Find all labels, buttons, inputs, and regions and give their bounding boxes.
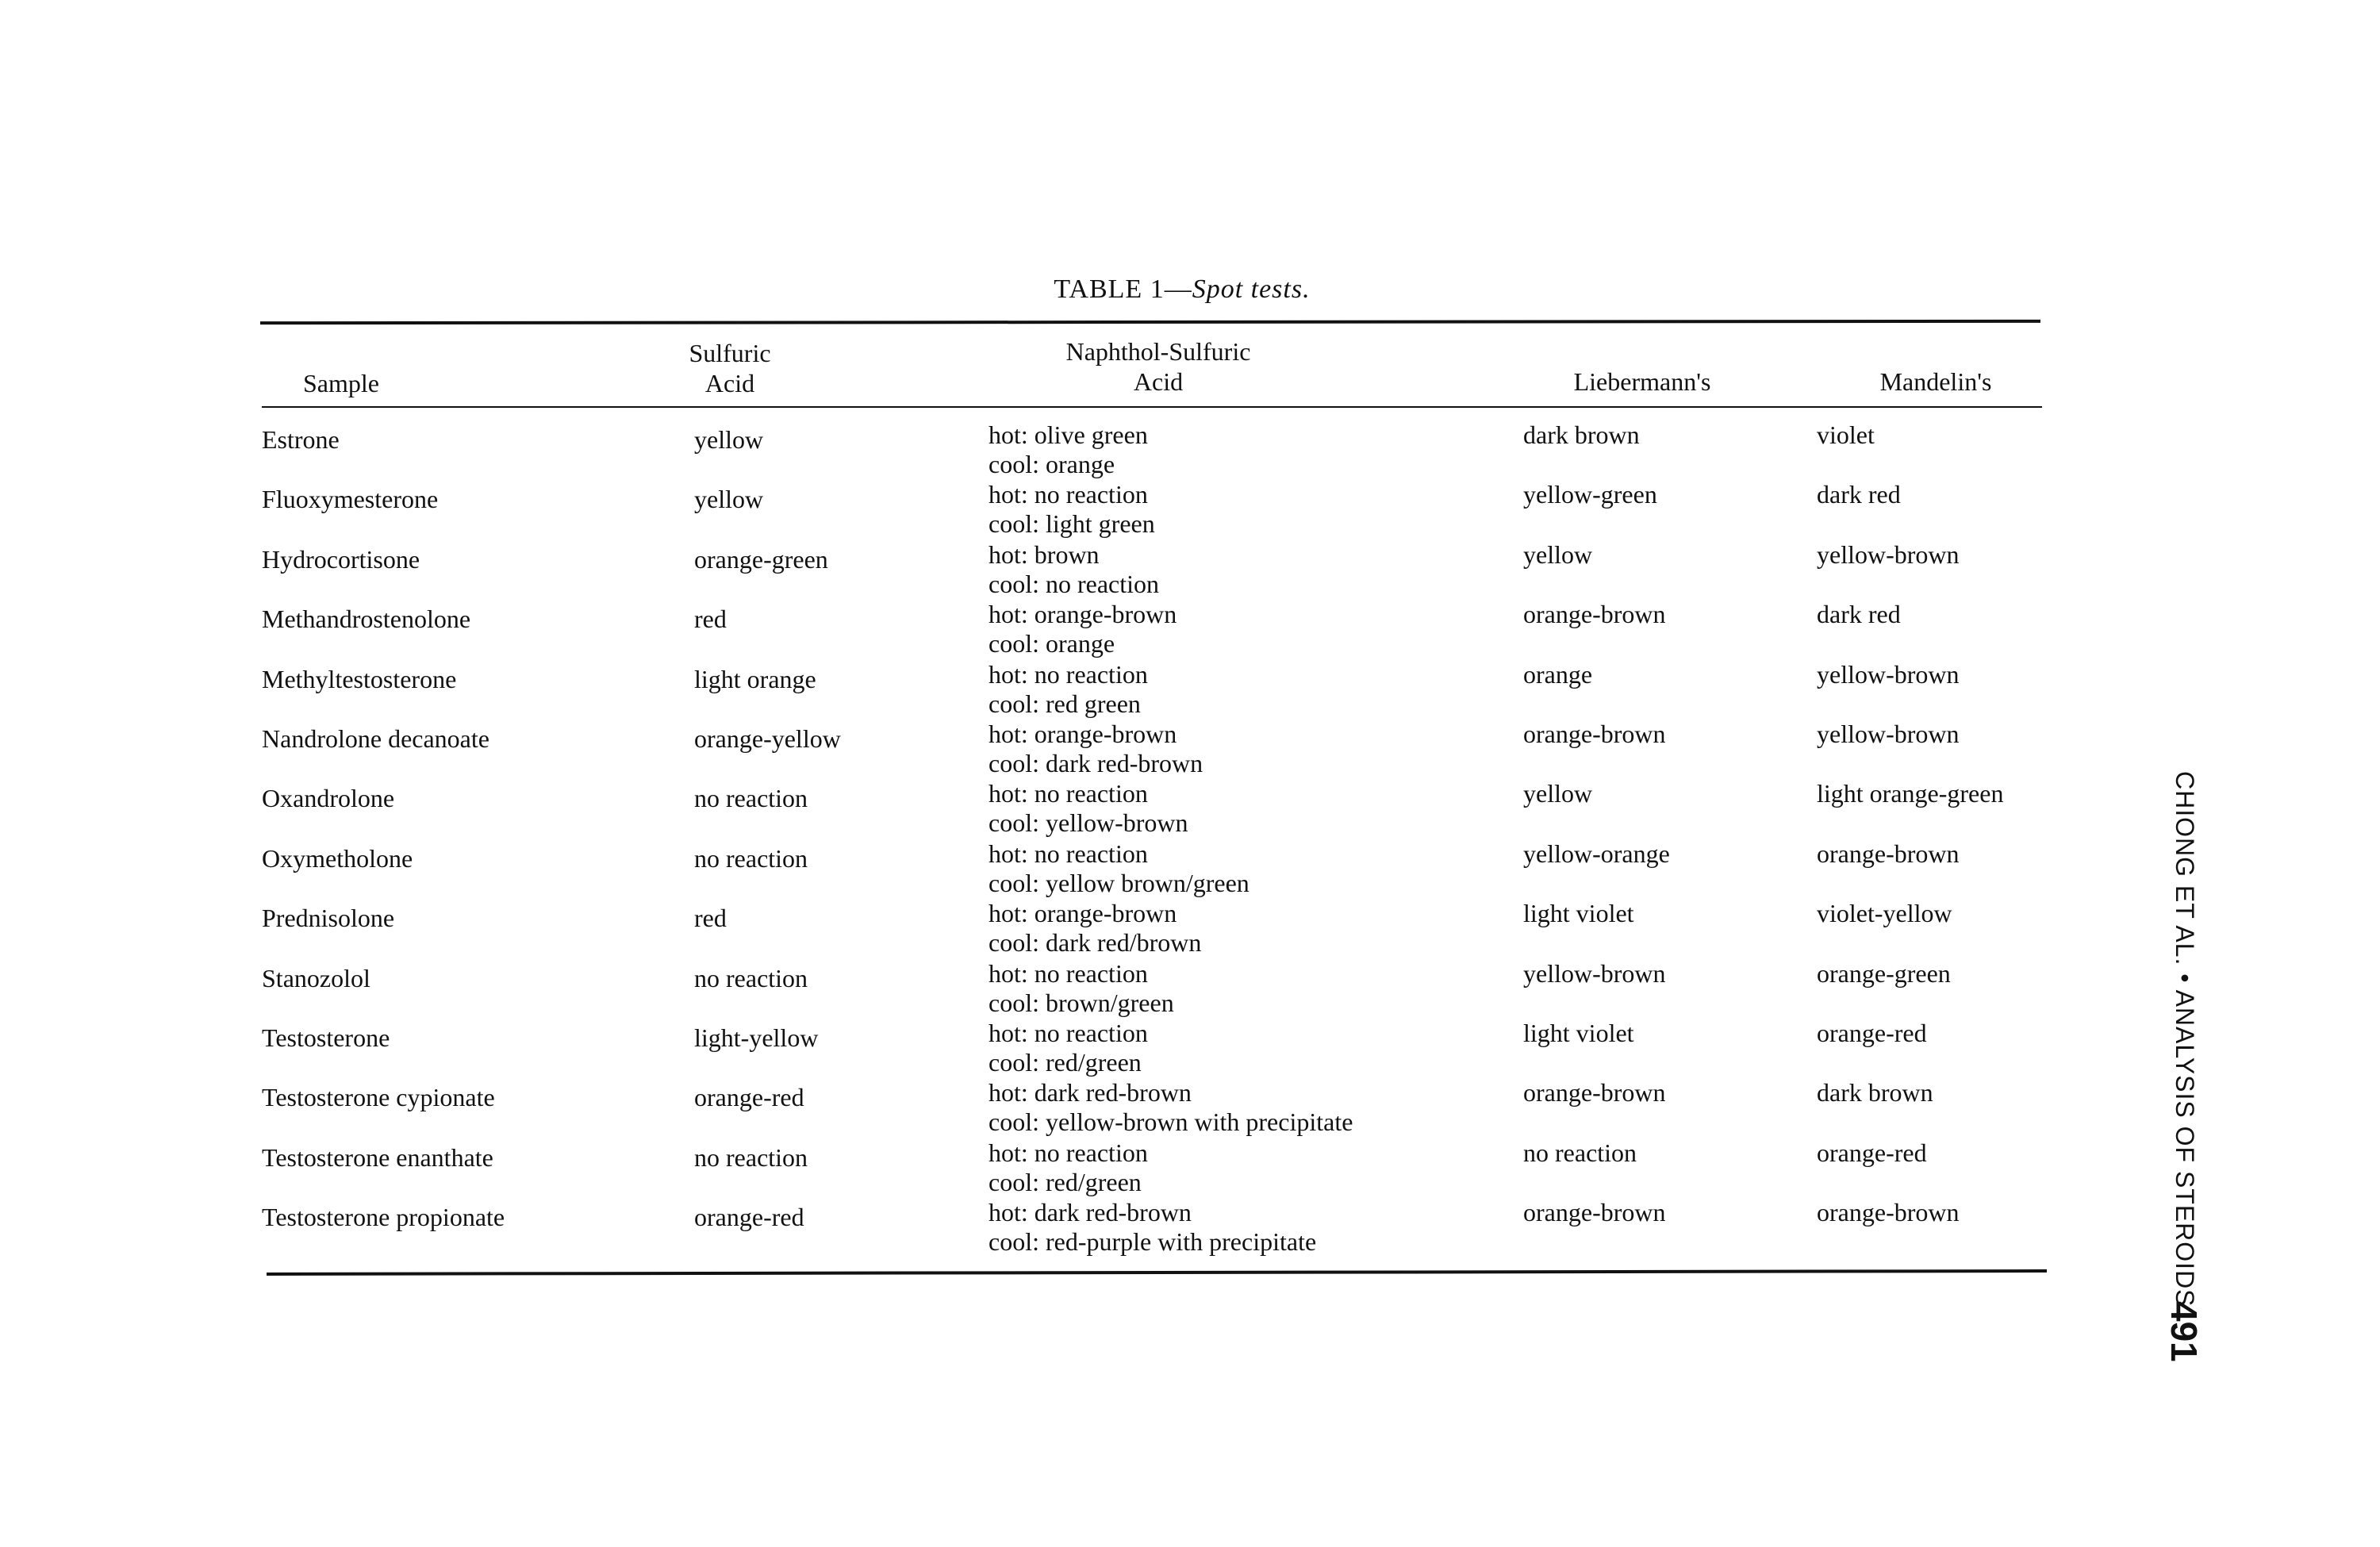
running-head-text: CHIONG ET AL. • ANALYSIS OF STEROIDS — [2171, 771, 2199, 1307]
cell-sulfuric-acid: orange-yellow — [694, 724, 841, 753]
cell-liebermann: yellow-brown — [1523, 958, 1666, 988]
cell-naphthol-sulfuric-acid — [988, 899, 1201, 958]
cell-sulfuric-acid: red — [694, 904, 727, 933]
cell-naphthol-sulfuric-acid — [988, 779, 1188, 838]
cell-naphthol-sulfuric-acid — [988, 660, 1148, 719]
cell-naphthol-hot: hot: no reaction — [988, 480, 1148, 509]
cell-liebermann: dark brown — [1523, 420, 1640, 449]
table-row — [262, 839, 2055, 899]
cell-sulfuric-acid: no reaction — [694, 843, 808, 873]
cell-sample: Testosterone enanthate — [262, 1142, 493, 1172]
cell-naphthol-sulfuric-acid — [988, 720, 1203, 778]
table-row — [262, 600, 2055, 659]
header-sample — [262, 368, 420, 398]
header-naphthol-line1: Naphthol-Sulfuric — [1065, 337, 1251, 366]
cell-sample: Oxymetholone — [262, 843, 413, 873]
cell-naphthol-cool: cool: red-purple with precipitate — [988, 1227, 1317, 1257]
cell-sulfuric-acid: no reaction — [694, 1142, 808, 1172]
cell-naphthol-cool: cool: light green — [988, 509, 1155, 539]
cell-naphthol-cool: cool: dark red/brown — [988, 928, 1202, 958]
cell-sulfuric-acid: orange-red — [694, 1083, 804, 1112]
cell-mandelin: yellow-brown — [1817, 659, 1960, 689]
header-sulfuric-acid — [658, 338, 801, 398]
cell-naphthol-cool: cool: red green — [988, 689, 1141, 718]
header-mandelin-label: Mandelin's — [1879, 367, 1992, 396]
cell-naphthol-cool: cool: dark red-brown — [988, 749, 1203, 777]
cell-sample: Fluoxymesterone — [262, 485, 439, 514]
cell-liebermann: orange — [1523, 659, 1593, 689]
cell-naphthol-sulfuric-acid — [988, 600, 1177, 658]
header-liebermann-label: Liebermann's — [1573, 367, 1711, 396]
header-sulfuric-line1: Sulfuric — [689, 339, 771, 367]
cell-naphthol-hot: hot: orange-brown — [988, 600, 1177, 629]
cell-mandelin: dark brown — [1817, 1078, 1933, 1107]
page-number-text: 491 — [2163, 1301, 2205, 1362]
cell-naphthol-cool: cool: yellow-brown with precipitate — [988, 1107, 1353, 1137]
cell-sample: Methyltestosterone — [262, 664, 457, 693]
cell-liebermann: orange-brown — [1523, 1078, 1666, 1107]
cell-sample: Oxandrolone — [262, 784, 395, 813]
cell-naphthol-sulfuric-acid — [988, 1198, 1316, 1257]
cell-naphthol-cool: cool: red/green — [988, 1048, 1142, 1077]
cell-mandelin: dark red — [1817, 480, 1901, 509]
table-row — [262, 779, 2055, 839]
cell-sample: Methandrostenolone — [262, 605, 471, 634]
table-row — [262, 720, 2055, 779]
cell-liebermann: orange-brown — [1523, 1198, 1666, 1227]
cell-mandelin: orange-brown — [1817, 1198, 1960, 1227]
table-row — [262, 1198, 2055, 1257]
table-caption-title: Spot tests. — [1192, 274, 1311, 304]
cell-naphthol-cool: cool: brown/green — [988, 988, 1174, 1017]
cell-naphthol-hot: hot: no reaction — [988, 839, 1148, 868]
table-bottom-rule — [267, 1269, 2047, 1276]
cell-liebermann: no reaction — [1523, 1138, 1637, 1167]
cell-naphthol-sulfuric-acid — [988, 1019, 1148, 1077]
cell-naphthol-sulfuric-acid — [988, 839, 1250, 898]
cell-naphthol-sulfuric-acid — [988, 959, 1174, 1018]
cell-liebermann: light violet — [1523, 899, 1634, 928]
cell-mandelin: violet — [1817, 420, 1875, 449]
table-row — [262, 420, 2055, 480]
cell-sulfuric-acid: light orange — [694, 664, 816, 693]
cell-sulfuric-acid: red — [694, 605, 727, 634]
cell-naphthol-hot: hot: no reaction — [988, 1138, 1148, 1167]
cell-naphthol-hot: hot: orange-brown — [988, 899, 1177, 928]
cell-mandelin: yellow-brown — [1817, 539, 1960, 569]
cell-naphthol-sulfuric-acid — [988, 1138, 1148, 1197]
header-naphthol-sulfuric-acid — [992, 336, 1325, 397]
table-row — [262, 1138, 2055, 1198]
cell-naphthol-cool: cool: no reaction — [988, 569, 1160, 598]
cell-mandelin: orange-red — [1817, 1138, 1927, 1167]
table-header-rule — [262, 406, 2042, 408]
cell-mandelin: orange-green — [1817, 958, 1951, 988]
cell-naphthol-hot: hot: no reaction — [988, 1019, 1148, 1047]
cell-liebermann: light violet — [1523, 1019, 1634, 1047]
cell-mandelin: yellow-brown — [1817, 720, 1960, 748]
table-row — [262, 540, 2055, 600]
cell-sample: Hydrocortisone — [262, 544, 420, 574]
cell-sample: Nandrolone decanoate — [262, 724, 489, 753]
cell-naphthol-hot: hot: no reaction — [988, 779, 1148, 808]
cell-sulfuric-acid: orange-green — [694, 544, 828, 574]
cell-naphthol-sulfuric-acid — [988, 1078, 1353, 1137]
cell-naphthol-hot: hot: olive green — [988, 420, 1148, 449]
cell-liebermann: orange-brown — [1523, 720, 1666, 748]
header-naphthol-line2: Acid — [1133, 367, 1184, 396]
cell-naphthol-hot: hot: dark red-brown — [988, 1198, 1192, 1227]
table-row — [262, 660, 2055, 720]
cell-mandelin: light orange-green — [1817, 779, 2004, 808]
cell-naphthol-cool: cool: orange — [988, 450, 1115, 478]
cell-naphthol-cool: cool: yellow-brown — [988, 808, 1188, 838]
table-caption — [0, 274, 2364, 305]
cell-naphthol-cool: cool: red/green — [988, 1167, 1142, 1196]
cell-sulfuric-acid: no reaction — [694, 963, 808, 992]
cell-mandelin: dark red — [1817, 600, 1901, 629]
cell-sulfuric-acid: yellow — [694, 485, 764, 514]
cell-sulfuric-acid: orange-red — [694, 1203, 804, 1232]
header-liebermann — [1484, 367, 1801, 397]
cell-liebermann: yellow-green — [1523, 480, 1657, 509]
cell-naphthol-cool: cool: yellow brown/green — [988, 868, 1250, 897]
table-top-rule — [260, 320, 2040, 324]
cell-sample: Testosterone — [262, 1023, 390, 1052]
cell-mandelin: orange-brown — [1817, 839, 1960, 868]
table-row — [262, 1019, 2055, 1078]
cell-naphthol-sulfuric-acid — [988, 540, 1159, 599]
table-row — [262, 959, 2055, 1019]
cell-sulfuric-acid: light-yellow — [694, 1023, 819, 1052]
cell-liebermann: yellow — [1523, 779, 1593, 808]
cell-sulfuric-acid: yellow — [694, 425, 764, 454]
cell-naphthol-hot: hot: dark red-brown — [988, 1078, 1192, 1107]
cell-sample: Estrone — [262, 425, 340, 454]
cell-naphthol-sulfuric-acid — [988, 480, 1155, 539]
cell-naphthol-hot: hot: brown — [988, 539, 1100, 569]
header-mandelin — [1785, 367, 2086, 397]
cell-liebermann: yellow-orange — [1523, 839, 1670, 868]
cell-naphthol-hot: hot: orange-brown — [988, 720, 1177, 748]
cell-naphthol-hot: hot: no reaction — [988, 958, 1148, 988]
cell-sample: Testosterone cypionate — [262, 1083, 495, 1112]
table-row — [262, 1078, 2055, 1138]
cell-naphthol-sulfuric-acid — [988, 420, 1148, 479]
cell-mandelin: violet-yellow — [1817, 899, 1952, 928]
cell-sample: Prednisolone — [262, 904, 395, 933]
header-sample-label: Sample — [303, 369, 379, 397]
cell-sample: Testosterone propionate — [262, 1203, 505, 1232]
header-sulfuric-line2: Acid — [704, 369, 755, 397]
cell-naphthol-hot: hot: no reaction — [988, 659, 1148, 689]
cell-liebermann: orange-brown — [1523, 600, 1666, 629]
cell-liebermann: yellow — [1523, 539, 1593, 569]
table-row — [262, 899, 2055, 958]
cell-naphthol-cool: cool: orange — [988, 629, 1115, 658]
table-row — [262, 480, 2055, 539]
cell-sample: Stanozolol — [262, 963, 370, 992]
cell-sulfuric-acid: no reaction — [694, 784, 808, 813]
cell-mandelin: orange-red — [1817, 1019, 1927, 1047]
table-caption-label: TABLE 1— — [1054, 274, 1192, 304]
